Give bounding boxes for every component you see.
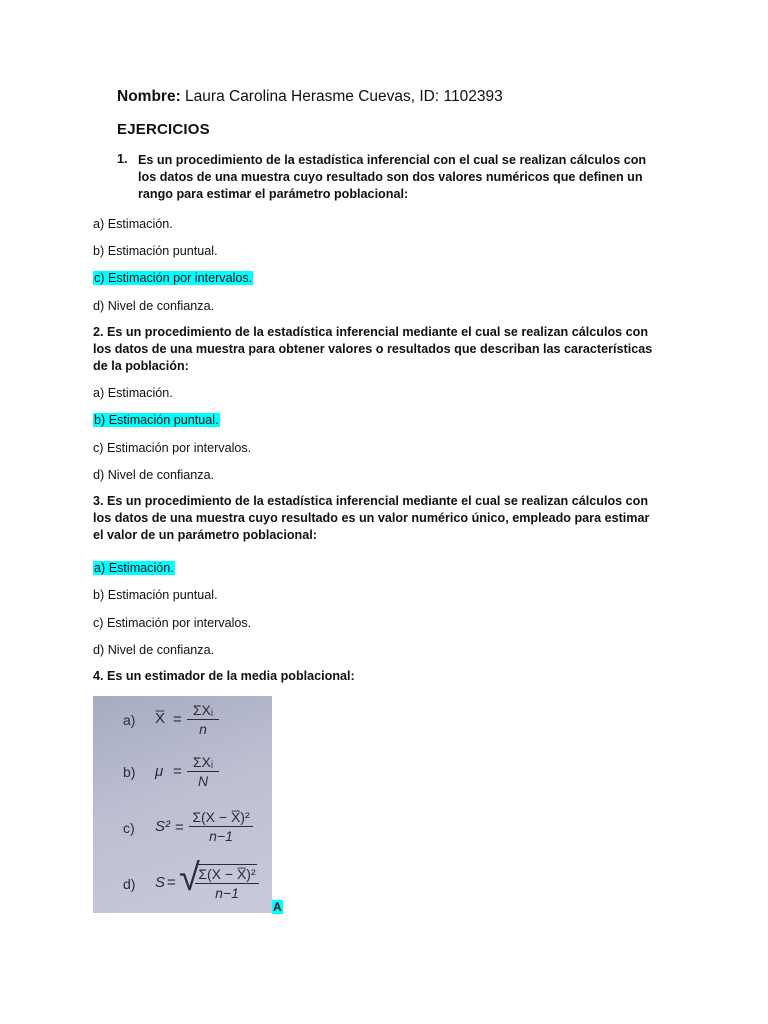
question-4-text: 4. Es un estimador de la media poblacional: — [93, 669, 355, 683]
formula-a-denominator: n — [199, 721, 207, 737]
formula-b-label: b) — [123, 764, 136, 780]
formula-a-equals: = — [173, 711, 182, 728]
formula-c-denominator: n−1 — [209, 828, 233, 844]
question-1-text: Es un procedimiento de la estadística inferencial con el cual se realizan cálculos con los datos de una muestra cuyo resultado son dos valores numéricos que definen un rango para estimar el parámetro poblacional: — [138, 153, 647, 201]
formula-b-numerator: ΣXᵢ — [192, 754, 214, 770]
question-2-option-a: a) Estimación. — [93, 386, 173, 400]
question-3-option-a-selected: a) Estimación. — [94, 561, 174, 575]
question-3-text: 3. Es un procedimiento de la estadística inferencial mediante el cual se realizan cálculos con los datos de una muestra cuyo resultado es un valor numérico único, empleado para estimar el valor de un parámetro poblacional: — [93, 494, 650, 542]
question-2-option-b-selected: b) Estimación puntual. — [94, 413, 219, 427]
formula-b-variable: μ — [155, 763, 164, 780]
question-1-option-a: a) Estimación. — [93, 217, 173, 231]
formula-c-variable: S² — [155, 818, 170, 835]
formula-b-denominator: N — [197, 773, 209, 789]
formula-d-label: d) — [123, 876, 136, 892]
formula-row-a — [93, 700, 272, 750]
formula-b-equals: = — [173, 763, 182, 780]
question-2-option-d: d) Nivel de confianza. — [93, 468, 215, 482]
section-title: EJERCICIOS — [117, 121, 210, 138]
question-1-option-b: b) Estimación puntual. — [93, 244, 218, 258]
formula-row-b — [93, 752, 272, 802]
name-label: Nombre: — [117, 88, 181, 105]
square-root-icon: √ — [179, 857, 200, 899]
student-header — [117, 88, 503, 106]
formula-c-label: c) — [123, 820, 135, 836]
formula-image — [93, 696, 272, 913]
formula-d-numerator: Σ(X − X̅)² — [198, 866, 256, 882]
formula-row-c — [93, 806, 272, 856]
question-2-text: 2. Es un procedimiento de la estadística inferencial mediante el cual se realizan cálculos con los datos de una muestra para obtener valores o resultados que describan las características de la población: — [93, 325, 653, 373]
question-1-option-d: d) Nivel de confianza. — [93, 299, 215, 313]
name-value: Laura Carolina Herasme Cuevas, ID: 1102393 — [185, 88, 503, 105]
question-1-number: 1. — [117, 152, 128, 166]
question-3-option-d: d) Nivel de confianza. — [93, 643, 215, 657]
question-3-option-b: b) Estimación puntual. — [93, 588, 218, 602]
formula-d-variable: S — [155, 874, 166, 891]
question-3-option-c: c) Estimación por intervalos. — [93, 616, 252, 630]
formula-c-equals: = — [175, 819, 184, 836]
formula-d-equals: = — [167, 874, 176, 891]
question-2-option-c: c) Estimación por intervalos. — [93, 441, 252, 455]
formula-a-variable: X̅ — [155, 710, 166, 727]
formula-a-numerator: ΣXᵢ — [192, 702, 214, 718]
formula-a-label: a) — [123, 712, 136, 728]
formula-row-d — [93, 857, 272, 910]
question-1-option-c-selected: c) Estimación por intervalos. — [94, 271, 253, 285]
formula-c-numerator: Σ(X − X̅)² — [192, 809, 250, 825]
formula-d-denominator: n−1 — [215, 885, 239, 901]
question-4-answer: A — [273, 900, 282, 914]
